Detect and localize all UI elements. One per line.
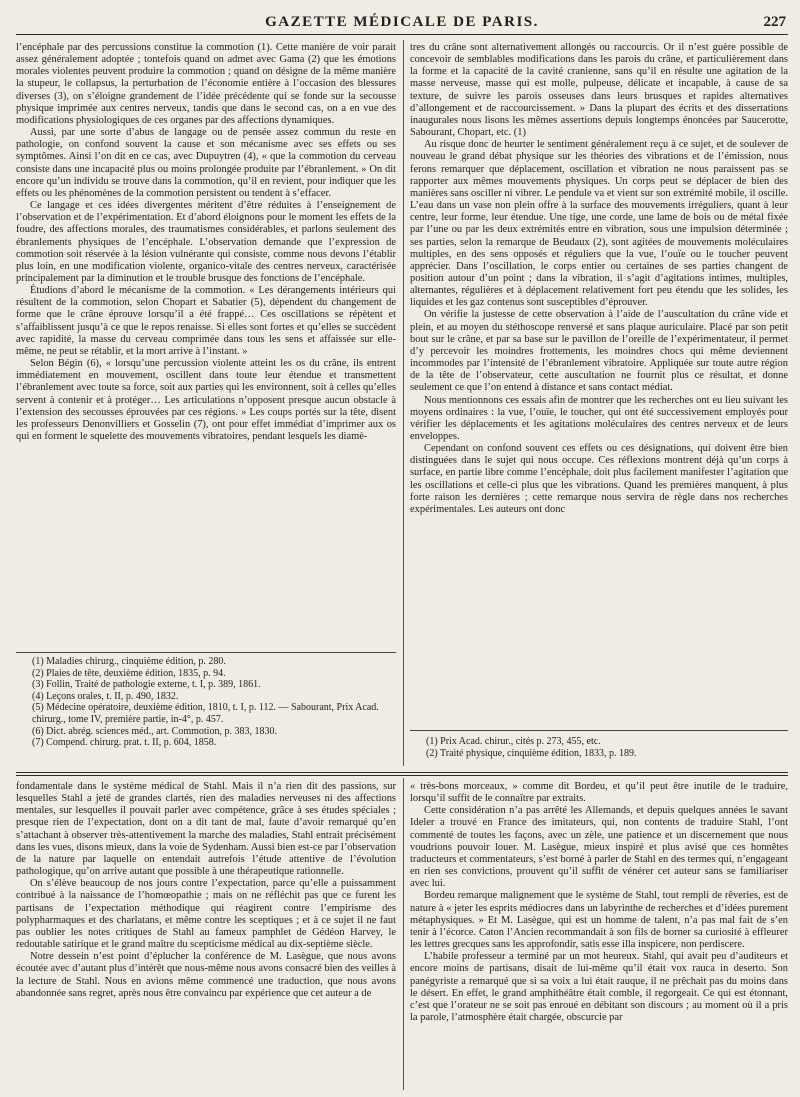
feuilleton-column-left [16,781,396,1091]
article-column-top-right [410,42,788,726]
paragraph: Cette considération n’a pas arrêté les Allemands, et depuis quelques années le savant Ideler a trouvé en France des imitateurs, qui, non contents de traduire Stahl, l’ont commenté de toutes les façons, avec un zèle, une patience et un discernement que nous voudrions pouvoir louer. M. Lasègue, mieux inspiré et plus avisé que ces honnêtes traducteurs et commentateurs, s’est borné à parler de Stahl en des termes qui, n’engageant en rien ses convictions, prouvent qu’il suffit de vénérer cet auteur sans se familiariser avec lui. [410,805,788,890]
article-column-top-left [16,42,396,646]
footnote: (6) Dict. abrég. sciences méd., art. Commotion, p. 383, 1830. [32,725,277,737]
column-divider-top [403,40,404,766]
paragraph: On s’élève beaucoup de nos jours contre l’expectation, parce qu’elle a puissamment contribué à la naissance de l’homœopathie ; mais on ne réfléchit pas que ce furent les partisans de l’expectation méthodique qui réagirent contre l’empirisme des polypharmaques et des charlatans, et même contre les sceptiques ; et à ce sujet il ne faut pas oublier les notes critiques de Stahl au fameux pamphlet de Gédéon Harvey, le redoutable satirique et le grand maître du scepticisme médical au dix-septième siècle. [16,878,396,951]
journal-title: GAZETTE MÉDICALE DE PARIS. [265,14,539,30]
paragraph: Aussi, par une sorte d’abus de langage ou de pensée assez commun du reste en pathologie, on confond souvent la cause et son mécanisme avec ses effets ou ses symptômes. Ainsi l’on dit en ce cas, avec Dupuytren (4), « que la commotion du cerveau consiste dans une incapacité plus ou moins prolongée produite par l’ébranlement. » On dit encore qu’un individu se trouve dans la commotion, qu’il en revient, pour indiquer que les effets ou les phénomènes de la commotion persistent ou tendent à s’effacer. [16,127,396,199]
paragraph: On vérifie la justesse de cette observation à l’aide de l’auscultation du crâne vide et plein, et au moyen du stéthoscope renversé et sans plaque auriculaire. Placé par son petit bout sur le crâne, et par sa base sur le pavillon de l’oreille de l’expérimentateur, il permet d’y percevoir les moindres frottements, les moindres chocs qui même deviennent incommodes par l’intensité de l’ébranlement vibratoire. Appliquée sur toute autre région de la tête de l’observateur, cette auscultation ne fournit plus ce résultat, et donne seulement ce que l’on entend à distance et sans contact médiat. [410,309,788,394]
footnote: (4) Leçons orales, t. II, p. 490, 1832. [32,690,179,702]
footnote: (3) Follin, Traité de pathologie externe, t. I, p. 389, 1861. [32,679,261,691]
footnote: (1) Prix Acad. chirur., cités p. 273, 455, etc. [426,736,601,747]
paragraph: Bordeu remarque malignement que le système de Stahl, tout rempli de rêveries, est de nature à « jeter les esprits médiocres dans un labyrinthe de recherches et d’idées purement métaphysiques. » Et M. Lasègue, qui est un homme de talent, n’a pas mal fait de s’en tenir à l’écorce. Caton l’Ancien recommandait à son fils de borner sa curiosité à effleurer les lettres grecques sans les approfondir, satis esse illa inspicere, non perdiscere. [410,890,788,951]
paragraph: L’habile professeur a terminé par un mot heureux. Stahl, qui avait peu d’auditeurs et encore moins de partisans, disait de lui-même qu’il était vox rauca in deserto. Son panégyriste a remarqué que si sa voix a lui était rauque, il ne prêchait pas du moins dans le désert. En effet, le grand amphithéâtre était comble, il regorgeait. Ce qui est étonnant, c’est que l’orateur ne se soit pas enroué en débitant son discours ; au moment où il a pris la parole, l’atmosphère était chargée, obscurcie par [410,951,788,1023]
footnote: (2) Traité physique, cinquième édition, 1833, p. 189. [426,747,637,759]
footnote-rule-right [410,730,788,731]
feuilleton-column-right [410,781,788,1091]
footnote-rule-left [16,652,396,653]
paragraph: Selon Bégin (6), « lorsqu’une percussion violente atteint les os du crâne, ils entrent immédiatement en mouvement, oscillent dans toute leur étendue et transmettent l’ébranlement avec toute sa force, soit aux parties qui les environnent, soit à celles qu’elles servent à contenir et à protéger… Les articulations n’opposent presque aucun obstacle à l’extension des secousses éprouvées par ces régions. » Les coups portés sur la tête, disent les professeurs Denonvilliers et Gosselin (7), ont pour effet immédiat d’imprimer aux os qui en forment le squelette des mouvements vibratoires, pendant lesquels les diamè- [16,358,396,442]
paragraph: Notre dessein n’est point d’éplucher la conférence de M. Lasègue, que nous avons écoutée avec d’autant plus d’intérêt que nous-même nous avons consacré bien des veilles à la lecture de Stahl. Nous en avions même commencé une traduction, que nous avons abandonnée sans regret, après nous être convaincu par expérience que cet auteur a de [16,951,396,999]
paragraph: Étudions d’abord le mécanisme de la commotion. « Les dérangements intérieurs qui résultent de la commotion, selon Chopart et Sabatier (5), dépendent du changement de forme que le crâne éprouve lorsqu’il a été frappé… Ces oscillations se répètent et s’affaiblissent jusqu’à ce que le repos renaisse. Si elles sont fortes et qu’elles se succèdent avec rapidité, la masse du cerveau comprimée dans tous les sens et affaissée sur elle-même, ne peut se rétablir, et la mort arrive à l’instant. » [16,285,396,357]
newspaper-page [16,0,788,1097]
paragraph: fondamentale dans le système médical de Stahl. Mais il n’a rien dit des passions, sur lesquelles Stahl a jeté de grandes clartés, rien des maladies nerveuses ni des affections mentales, sur lesquelles il pouvait parler avec compétence, grâce à ses études spéciales ; presque rien de l’expectation, dont on a dit tant de mal, faute d’avoir remarqué qu’en s’attachant à observer très-attentivement la marche des maladies, Stahl entrait précisément dans les vues, disons mieux, dans la voie de Sydenham. Aussi bien est-ce par l’observation de la nature par laquelle on entendait autrefois l’étude attentive de l’évolution pathologique, qu’on arrive autant que possible à une thérapeutique rationnelle. [16,781,396,878]
footnote: (5) Médecine opératoire, deuxième édition, 1810, t. I, p. 112. — Sabourant, Prix Acad. chirurg., tome IV, première partie, in-4°, p. 457. [32,702,379,725]
column-divider-bottom [403,778,404,1090]
footnote: (1) Maladies chirurg., cinquième édition, p. 280. [32,656,226,667]
paragraph: Cependant on confond souvent ces effets ou ces désignations, qui doivent être bien distinguées dans le sujet qui nous occupe. Ces réflexions montrent déjà qu’un corps à surface, en partie libre comme l’encéphale, doit plus facilement manifester l’agitation que les oscillations et celle-ci plus que les vibrations. Quand les premières manquent, à plus forte raison les dernières ; cette remarque nous servira de règle dans nos recherches expérimentales. Les auteurs ont donc [410,443,788,515]
paragraph: l’encéphale par des percussions constitue la commotion (1). Cette manière de voir parait assez généralement adoptée ; tontefois quand on admet avec Gama (2) que les émotions morales violentes peuvent produire la commotion ; quand on désigne de la même manière la stupeur, le collapsus, la perturbation de l’économie entière à l’occasion des blessures diverses (3), on s’éloigne grandement de l’idée précédente qui se fonde sur la secousse physique imprimée aux centres nerveux, tandis que dans le second cas, on a en vue des modifications physiologiques de ces organes par des affections dynamiques. [16,42,396,126]
paragraph: « très-bons morceaux, » comme dit Bordeu, et qu’il peut être inutile de le traduire, lorsqu’il suffit de le connaître par extraits. [410,781,788,805]
page-number: 227 [763,14,786,30]
footnote: (7) Compend. chirurg. prat. t. II, p. 604, 1858. [32,737,217,749]
section-separator [16,772,788,773]
footnotes-left [32,656,396,766]
section-separator-thin [16,775,788,776]
paragraph: Ce langage et ces idées divergentes méritent d’être réduites à l’enseignement de l’observation et de l’expérimentation. Et d’abord éloignons pour le moment les effets de la foudre, des affections morales, des traumatismes considérables, et parlons seulement des ébranlements physiques de l’encéphale. L’observation demande que l’expression de commotion soit réservée à la lésion vulnérante qui consiste, comme nous devons l’établir plus loin, en une modification violente, organico-vitale des centres nerveux, caractérisée principalement par la diminution et le trouble brusque des fonctions de l’encéphale. [16,200,396,284]
paragraph: Nous mentionnons ces essais afin de montrer que les recherches ont eu lieu suivant les moyens ordinaires : la vue, l’ouïe, le toucher, qui ont été successivement employés pour vérifier les déplacements et les agitations moléculaires des centres nerveux et de leurs enveloppes. [410,394,788,442]
page-header [16,12,788,35]
footnotes-right [426,736,788,766]
paragraph: Au risque donc de heurter le sentiment généralement reçu à ce sujet, et de soulever de nouveau le grand débat physique sur les théories des vibrations et de l’émission, nous ferons remarquer que déplacement, oscillation et vibration ne nous paraissent pas se rapporter aux mêmes mouvements physiques. Un corps peut se déplacer de bien des manières sans osciller ni vibrer. Le pendule va et vient sur son extrémité mobile, il oscille. L’eau dans un vase non plein offre à la surface des mouvements irréguliers, quant à leur centre, leur forme, leur étendue. Une tige, une corde, une lame de bois ou de métal fixée par l’une ou par les deux extrémités entre en vibration, sous une impulsion déterminée ; ses parties, selon la remarque de Beudaux (2), sont agitées de mouvements moléculaires multiples, en des sens opposés et réguliers que la vue, l’ouïe ou le toucher peuvent apprécier. Dans l’oscillation, le corps entier ou certaines de ses parties changent de position autour d’un point ; dans la vibration, il s’agit d’agitations intimes, multiples, alternantes, régulières et à déplacement relativement fort peu étendu que les solides, les liquides et les gaz contenus sont susceptibles d’éprouver. [410,139,788,309]
paragraph: tres du crâne sont alternativement allongés ou raccourcis. Or il n’est guère possible de concevoir de semblables modifications dans les parois du crâne, et particulièrement dans la forme et la capacité de la cavité cranienne, sans qu’il en résulte une agitation de la masse nerveuse, masse qui est molle, pulpeuse, délicate et incapable, à cause de sa texture, de suivre les parois osseuses dans leurs brusques et rapides alternatives d’allongement et de raccourcissement. » Dans la plupart des écrits et des dissertations inaugurales nous lisons les mêmes assertions depuis longtemps énoncées par Saucerotte, Sabourant, Chopart, etc. (1) [410,42,788,139]
footnote: (2) Plaies de tête, deuxième édition, 1835, p. 94. [32,667,226,679]
